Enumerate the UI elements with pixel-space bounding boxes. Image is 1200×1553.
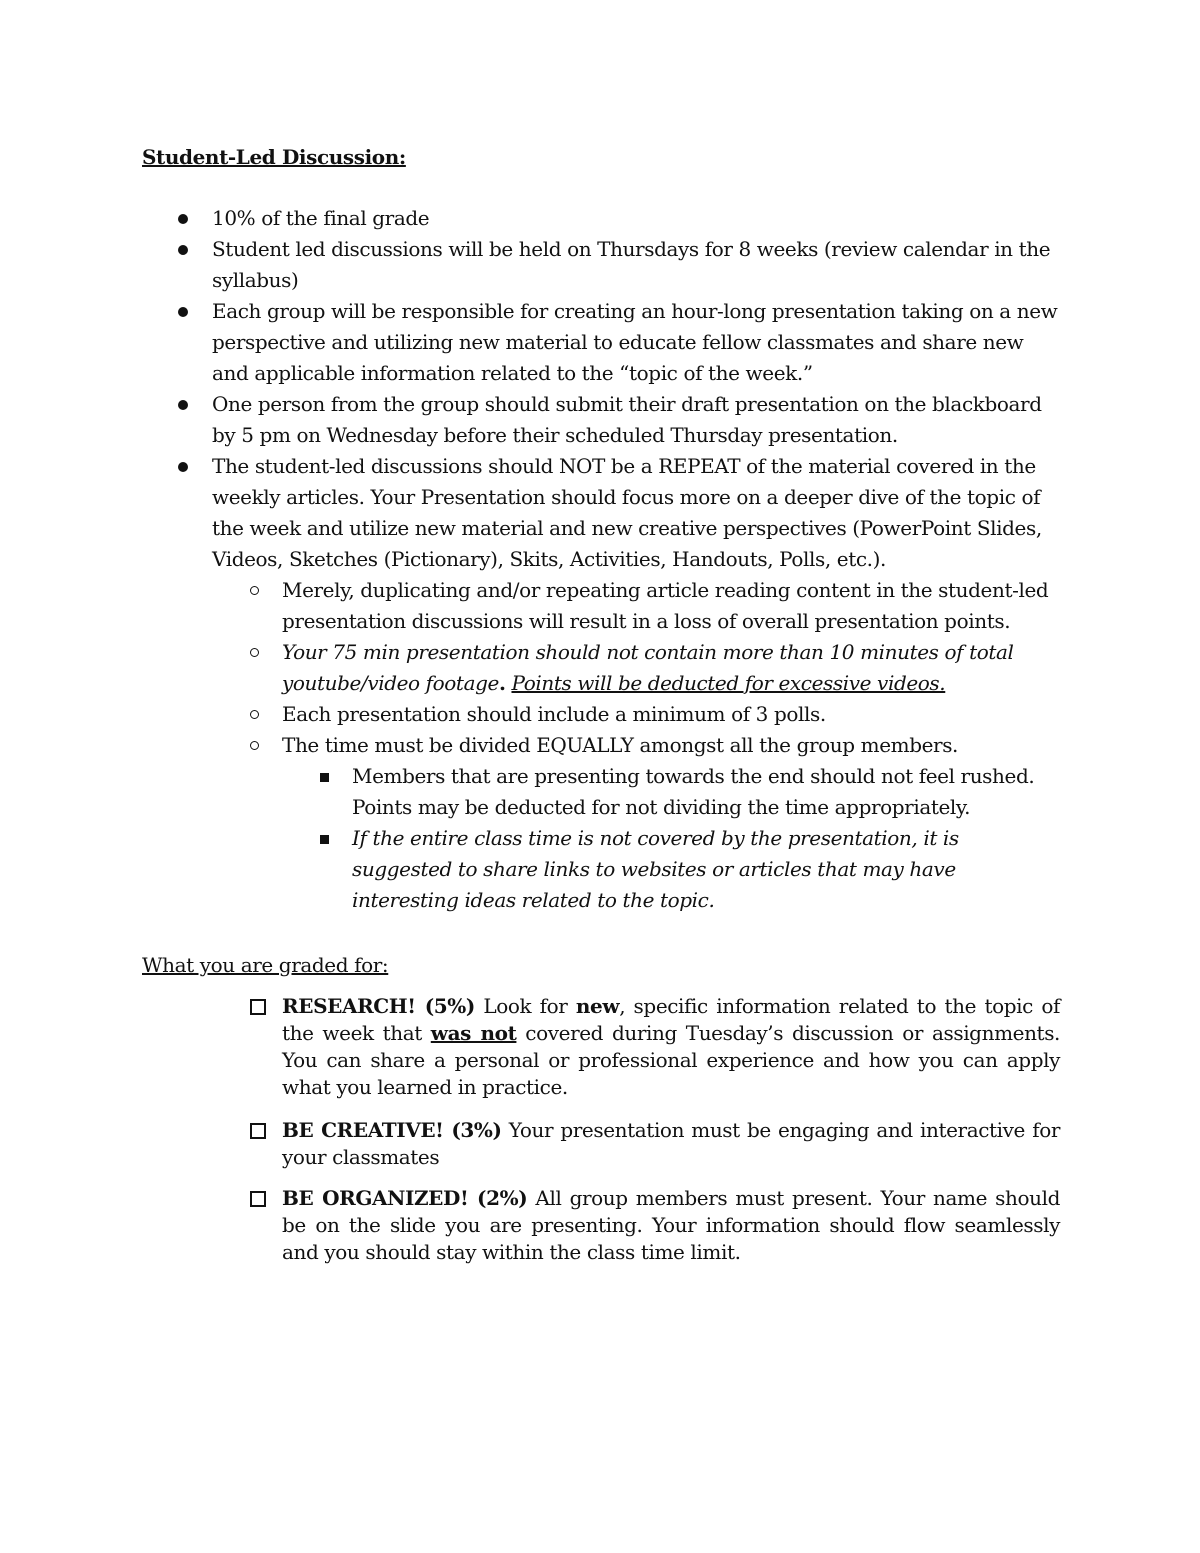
sub-list-item [212, 575, 1060, 637]
sub-sub-list-item-text: Members that are presenting towards the end should not feel rushed. Points may be deducted for not dividing the time appropriately. [352, 764, 1035, 819]
sub-sub-list-item-text: If the entire class time is not covered by the presentation, it is suggested to share links to websites or articles that may have interesting ideas related to the topic. [352, 826, 959, 912]
list-item-text: Each group will be responsible for creating an hour-long presentation taking on a new perspective and utilizing new material to educate fellow classmates and share new and applicable information related to the “topic of the week.” [212, 299, 1058, 385]
sub-sub-list [282, 761, 1060, 916]
emphasis-new: new [575, 994, 620, 1018]
video-limit-text: Your 75 min presentation should not contain more than 10 minutes of total youtube/video footage [282, 640, 1014, 695]
list-item [0, 203, 1200, 234]
filled-bullet-icon [178, 245, 188, 255]
list-item-text: Student led discussions will be held on Thursdays for 8 weeks (review calendar in the syllabus) [212, 237, 1051, 292]
sub-list [212, 575, 1060, 916]
checkbox-icon [250, 1123, 266, 1139]
hollow-bullet-icon [250, 586, 259, 595]
video-limit-period: . [498, 671, 506, 695]
grading-item-organized [248, 1185, 1060, 1266]
grading-item-research [248, 993, 1060, 1101]
grading-item-text: , specific information related to the topic of the week that [282, 994, 1061, 1045]
hollow-bullet-icon [250, 710, 259, 719]
sub-list-item [212, 730, 1060, 916]
grading-item-text: Look for [474, 994, 576, 1018]
list-item [0, 389, 1200, 451]
filled-bullet-icon [178, 307, 188, 317]
square-bullet-icon [320, 773, 329, 782]
grading-item-text: Your presentation must be engaging and interactive for your classmates [282, 1118, 1061, 1169]
filled-bullet-icon [178, 462, 188, 472]
sub-sub-list-item [282, 823, 1060, 916]
sub-list-item-text: The time must be divided EQUALLY amongst all the group members. [282, 733, 959, 757]
list-item [0, 296, 1200, 389]
grading-item-label: RESEARCH! (5%) [282, 994, 475, 1018]
filled-bullet-icon [178, 214, 188, 224]
list-item-text: 10% of the final grade [212, 206, 430, 230]
checkbox-icon [250, 1191, 266, 1207]
filled-bullet-icon [178, 400, 188, 410]
grading-checklist [248, 993, 1060, 1266]
list-item [0, 234, 1200, 296]
grading-item-text: covered during Tuesday’s discussion or assignments. You can share a personal or professional experience and how you can apply what you learned in practice. [282, 1021, 1061, 1099]
sub-list-item-text: Merely, duplicating and/or repeating article reading content in the student-led presentation discussions will result in a loss of overall presentation points. [282, 578, 1049, 633]
sub-sub-list-item [282, 761, 1060, 823]
grading-item-label: BE ORGANIZED! (2%) [282, 1186, 528, 1210]
video-penalty-text: Points will be deducted for excessive videos. [511, 671, 946, 695]
list-item [0, 451, 1200, 916]
sub-list-item [212, 699, 1060, 730]
hollow-bullet-icon [250, 648, 259, 657]
hollow-bullet-icon [250, 741, 259, 750]
square-bullet-icon [320, 835, 329, 844]
grading-item-text: All group members must present. Your name should be on the slide you are presenting. Your information should flow seamlessly and you should stay within the class time limit. [282, 1186, 1061, 1264]
grading-item-label: BE CREATIVE! (3%) [282, 1118, 502, 1142]
sub-list-item [212, 637, 1060, 699]
list-item-text: One person from the group should submit their draft presentation on the blackboard by 5 pm on Wednesday before their scheduled Thursday presentation. [212, 392, 1042, 447]
sub-list-item-text: Each presentation should include a minimum of 3 polls. [282, 702, 826, 726]
emphasis-was-not: was not [430, 1021, 517, 1045]
page-title: Student-Led Discussion: [142, 145, 406, 169]
checkbox-icon [250, 999, 266, 1015]
grading-item-creative [248, 1117, 1060, 1171]
graded-section-heading: What you are graded for: [142, 953, 389, 977]
requirements-list [0, 203, 1200, 916]
list-item-text: The student-led discussions should NOT be a REPEAT of the material covered in the weekly articles. Your Presentation should focus more on a deeper dive of the topic of the week and utilize new material and new creative perspectives (PowerPoint Slides, Videos, Sketches (Pictionary), Skits, Activities, Handouts, Polls, etc.). [212, 454, 1042, 571]
